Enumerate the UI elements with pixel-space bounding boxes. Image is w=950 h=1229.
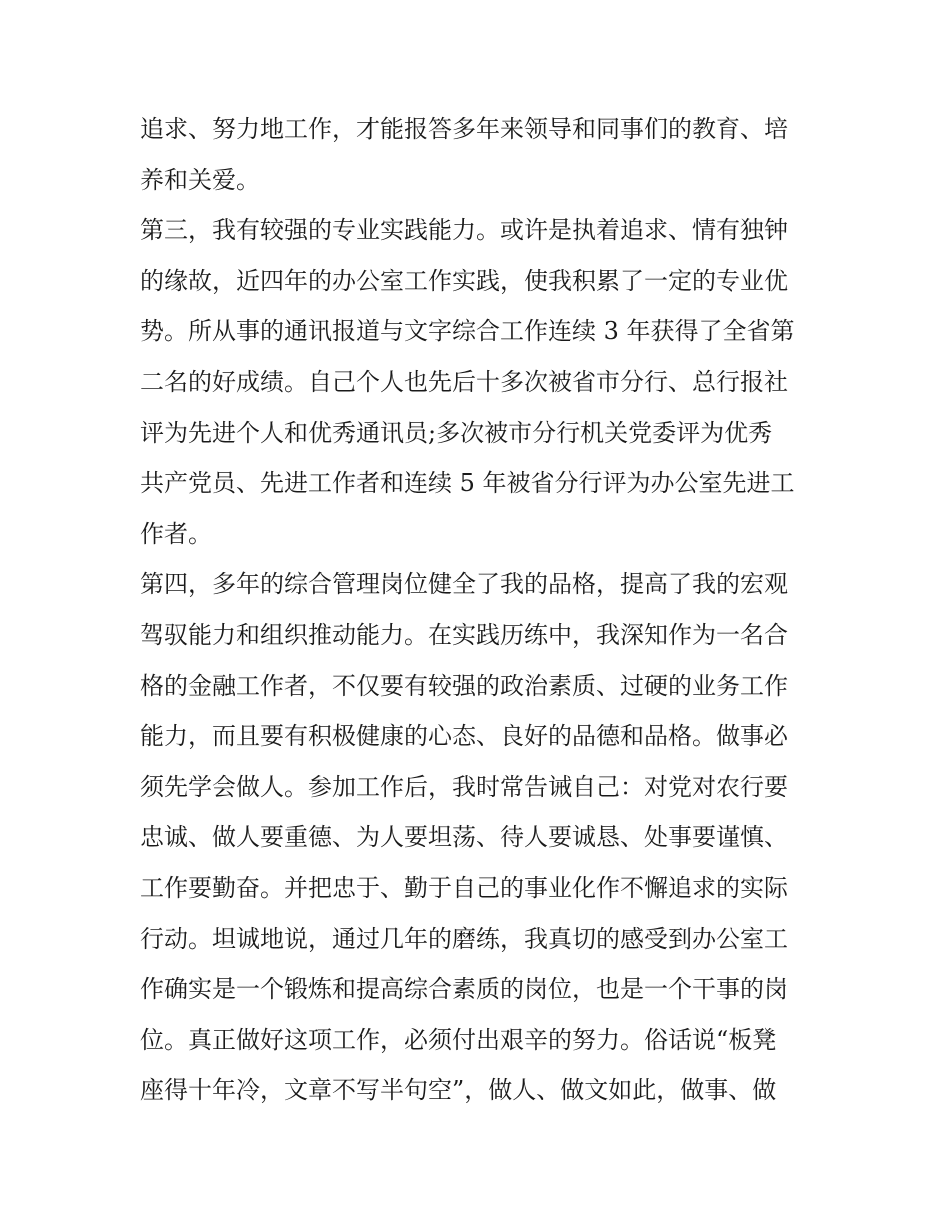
text-line: 忠诚、做人要重德、为人要坦荡、待人要诚恳、处事要谨慎、 [140, 823, 788, 852]
text-line: 须先学会做人。参加工作后，我时常告诫自己：对党对农行要 [140, 772, 788, 801]
text-line: 行动。坦诚地说，通过几年的磨练，我真切的感受到办公室工 [140, 924, 788, 953]
text-line: 第三，我有较强的专业实践能力。或许是执着追求、情有独钟 [140, 216, 788, 245]
text-line: 的缘故，近四年的办公室工作实践，使我积累了一定的专业优 [140, 266, 788, 295]
text-line: 共产党员、先进工作者和连续 5 年被省分行评为办公室先进工 [140, 469, 795, 498]
text-line: 追求、努力地工作，才能报答多年来领导和同事们的教育、培 [140, 115, 788, 143]
text-line: 养和关爱。 [140, 165, 260, 194]
text-line: 座得十年冷，文章不写半句空”，做人、做文如此，做事、做 [140, 1076, 777, 1105]
text-line: 作者。 [140, 519, 212, 548]
body-text [140, 104, 820, 1116]
text-line: 驾驭能力和组织推动能力。在实践历练中，我深知作为一名合 [140, 620, 788, 649]
text-line: 工作要勤奋。并把忠于、勤于自己的事业化作不懈追求的实际 [140, 873, 788, 902]
text-line: 评为先进个人和优秀通讯员;多次被市分行机关党委评为优秀 [140, 418, 773, 447]
text-line: 格的金融工作者，不仅要有较强的政治素质、过硬的业务工作 [140, 671, 788, 700]
text-line: 位。真正做好这项工作，必须付出艰辛的努力。俗话说“板凳 [140, 1025, 777, 1054]
text-line: 势。所从事的通讯报道与文字综合工作连续 3 年获得了全省第 [140, 317, 795, 346]
text-line: 二名的好成绩。自己个人也先后十多次被省市分行、总行报社 [140, 367, 788, 396]
text-line: 能力，而且要有积极健康的心态、良好的品德和品格。做事必 [140, 722, 788, 751]
text-line: 第四，多年的综合管理岗位健全了我的品格，提高了我的宏观 [140, 570, 788, 599]
text-line: 作确实是一个锻炼和提高综合素质的岗位，也是一个干事的岗 [140, 975, 788, 1004]
